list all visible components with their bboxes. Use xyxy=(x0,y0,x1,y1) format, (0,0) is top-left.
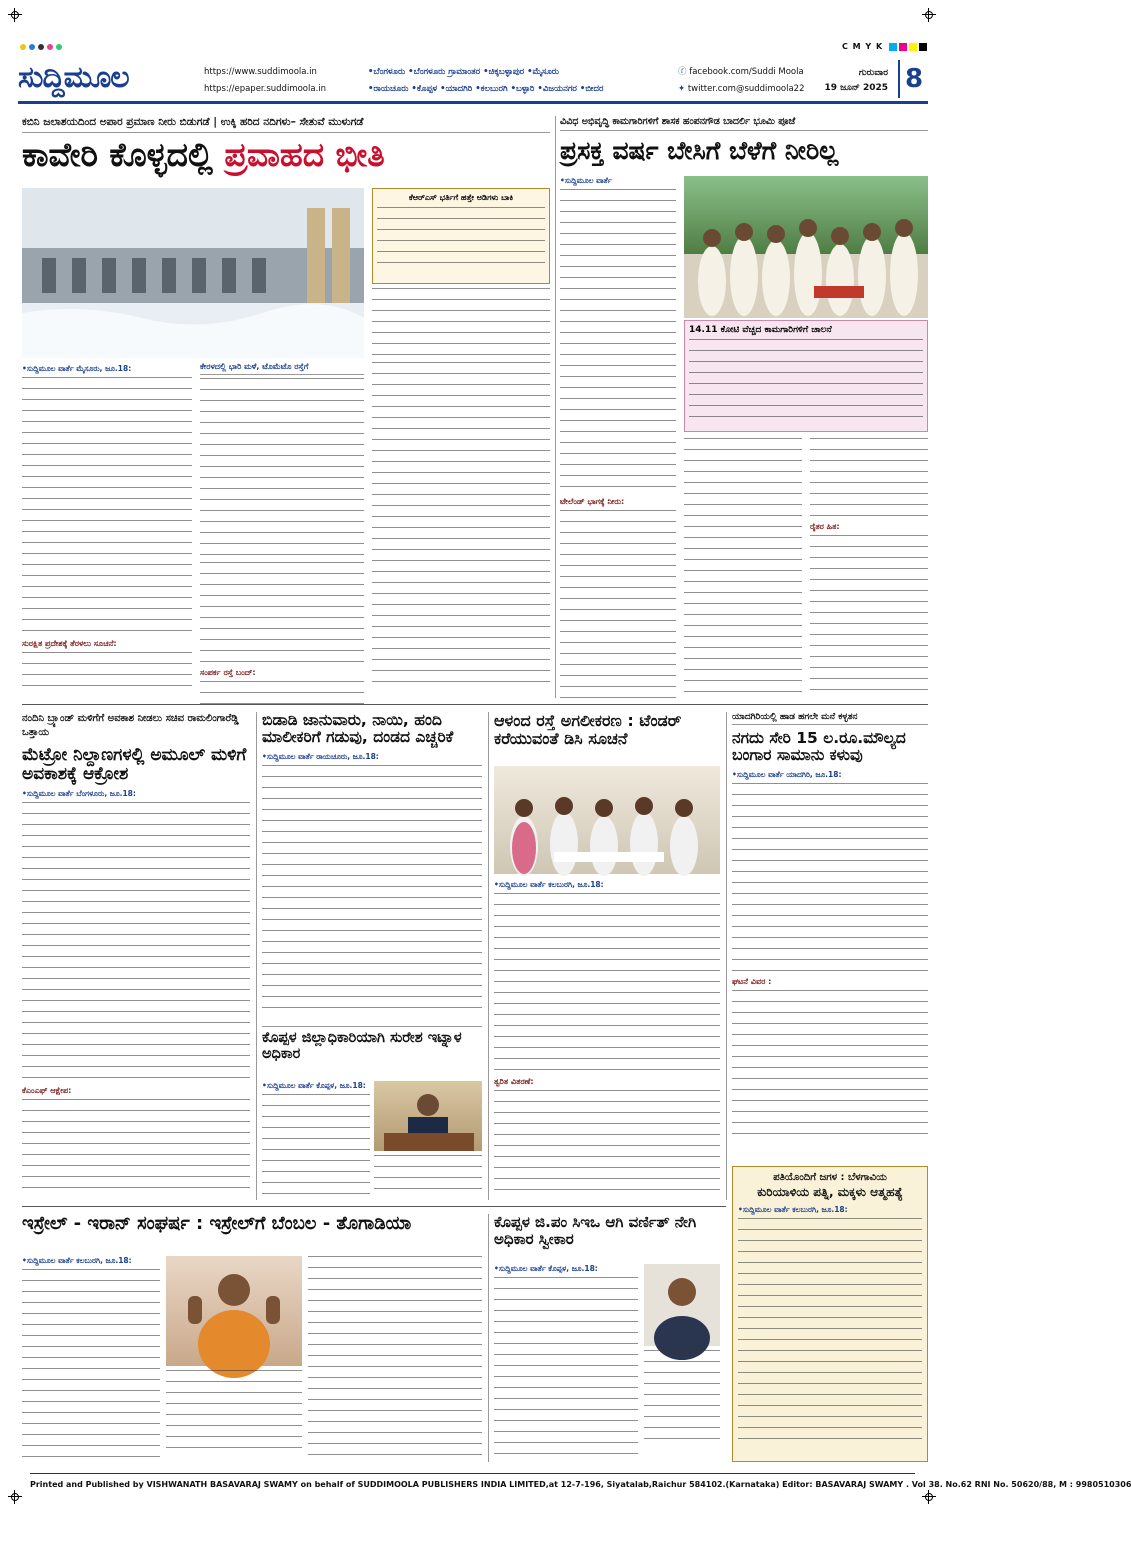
koppal-dc-story xyxy=(262,1026,482,1090)
koppal-dc-body2 xyxy=(374,1155,482,1191)
israel-byline: •ಸುದ್ದಿಮೂಲ ವಾರ್ತೆ ಕಲಬುರಗಿ, ಜೂ.18: xyxy=(22,1256,132,1265)
caption-body xyxy=(689,339,923,419)
divider-aland xyxy=(726,712,727,1200)
aland-text xyxy=(494,880,720,1196)
lead-headline-part2: ಪ್ರವಾಹದ ಭೀತಿ xyxy=(224,135,385,174)
lead-sub-link: ಸಂಪರ್ಕ ರಸ್ತೆ ಬಂದ್: xyxy=(200,668,256,677)
lead-story xyxy=(22,116,550,173)
zp-body xyxy=(494,1277,638,1457)
right-top-story xyxy=(560,116,928,165)
divider-amul xyxy=(256,712,257,1200)
officer-illustration xyxy=(374,1081,482,1151)
dam-photo xyxy=(22,188,364,358)
koppal-dc-photo xyxy=(374,1081,482,1151)
aland-headline: ಆಳಂದ ರಸ್ತೆ ಅಗಲೀಕರಣ : ಟೆಂಡರ್ ಕರೆಯುವಂತೆ ಡಿಸಿ ಸೂಚನೆ xyxy=(494,711,682,748)
aland-story xyxy=(494,712,720,747)
amul-headline: ಮೆಟ್ರೋ ನಿಲ್ದಾಣಗಳಲ್ಲಿ ಅಮೂಲ್ ಮಳಿಗೆ ಅವಕಾಶಕ್ಕೆ ಆಕ್ರೋಶ xyxy=(22,745,247,784)
zp-body2 xyxy=(644,1350,720,1446)
divider-lower xyxy=(22,1206,726,1207)
lead-col2-body3 xyxy=(200,681,364,711)
amul-kicker: ನಂದಿನಿ ಬ್ರ್ಯಾಂಡ್ ಮಳಿಗೆಗೆ ಅವಕಾಶ ನೀಡಲು ಸಚಿವ ರಾಮಲಿಂಗಾರೆಡ್ಡಿ ಒತ್ತಾಯ xyxy=(22,713,239,738)
right-top-byline: •ಸುದ್ದಿಮೂಲ ವಾರ್ತೆ xyxy=(560,176,612,185)
aland-body xyxy=(494,893,720,1073)
facebook-text: facebook.com/Suddi Moola xyxy=(689,67,804,77)
cmyk-label: C M Y K xyxy=(842,42,884,51)
lead-sub-safety: ಸುರಕ್ಷಿತ ಪ್ರದೇಶಕ್ಕೆ ತೆರಳಲು ಸೂಚನೆ: xyxy=(22,639,117,648)
koppal-dc-headline: ಕೊಪ್ಪಳ ಜಿಲ್ಲಾಧಿಕಾರಿಯಾಗಿ ಸುರೇಶ ಇಟ್ನಾಳ ಅಧಿಕಾರ xyxy=(262,1030,462,1062)
right-top-col1-body2 xyxy=(560,510,676,705)
gold-body2 xyxy=(732,990,928,1144)
lead-col1-body xyxy=(22,377,192,635)
issue-date-text: 19 ಜೂನ್ 2025 xyxy=(824,83,888,93)
gold-sub: ಘಟನೆ ವಿವರ : xyxy=(732,977,772,987)
right-top-col2-body xyxy=(684,438,802,692)
lead-sub-kerala: ಕೇರಳದಲ್ಲಿ ಭಾರಿ ಮಳೆ, ಟೊಮೆಟೊ ರಸ್ತೆಗೆ xyxy=(200,362,364,375)
aland-sub: ತ್ವರಿತ ವಿತರಣೆ: xyxy=(494,1077,534,1086)
cities-line-1: •ಬೆಂಗಳೂರು •ಬೆಂಗಳೂರು ಗ್ರಾಮಾಂತರ •ಚಿಕ್ಕಬಳ್ಳಾಪುರ •ಮೈಸೂರು xyxy=(368,67,559,77)
divider-stray xyxy=(488,712,489,1200)
divider-fold xyxy=(22,704,928,705)
zp-byline: •ಸುದ್ದಿಮೂಲ ವಾರ್ತೆ ಕೊಪ್ಪಳ, ಜೂ.18: xyxy=(494,1264,598,1273)
facebook-icon: ⓕ xyxy=(678,67,687,77)
cities-line-2: •ರಾಯಚೂರು •ಕೊಪ್ಪಳ •ಯಾದಗಿರಿ •ಕಲಬುರಗಿ •ಬಳ್ಳಾರಿ •ವಿಜಯನಗರ •ಬೀದರ xyxy=(368,84,604,94)
suicide-kicker: ಪತಿಯೊಂದಿಗೆ ಜಗಳ : ಬೆಳಗಾವಿಯ xyxy=(773,1172,887,1183)
twitter-text: twitter.com@suddimoola22 xyxy=(687,84,805,94)
israel-headline: ಇಸ್ರೇಲ್ - ಇರಾನ್ ಸಂಘರ್ಷ : ಇಸ್ರೇಲ್‌ಗೆ ಬೆಂಬಲ - ತೊಗಾಡಿಯಾ xyxy=(22,1213,412,1234)
edition-cities xyxy=(368,64,668,98)
lead-headline-part1: ಕಾವೇರಿ ಕೊಳ್ಳದಲ್ಲಿ xyxy=(22,135,225,174)
zp-story xyxy=(494,1214,720,1247)
right-top-headline: ಪ್ರಸಕ್ತ ವರ್ಷ ಬೇಸಿಗೆ ಬೆಳೆಗೆ ನೀರಿಲ್ಲ xyxy=(560,136,839,165)
issue-day: ಗುರುವಾರ xyxy=(858,68,888,78)
masthead-logo: ಸುದ್ದಿಮೂಲ xyxy=(18,60,129,95)
lead-col2 xyxy=(200,362,364,711)
amul-story xyxy=(22,712,250,1197)
registration-mark-bottom-right xyxy=(922,1490,936,1504)
stray-headline: ಬಿಡಾಡಿ ಜಾನುವಾರು, ನಾಯಿ, ಹಂದಿ ಮಾಲೀಕರಿಗೆ ಗಡುವು, ದಂಡದ ಎಚ್ಚರಿಕೆ xyxy=(262,711,454,747)
suicide-headline: ಕುರಿಯಾಳಿಯ ಪತ್ನಿ, ಮಕ್ಕಳು ಆತ್ಮಹತ್ಯೆ xyxy=(757,1185,903,1199)
lead-col2-body xyxy=(200,378,364,558)
israel-story xyxy=(22,1214,482,1234)
divider-israel xyxy=(488,1214,489,1462)
facebook-link[interactable] xyxy=(678,64,804,81)
meeting-illustration xyxy=(494,766,720,874)
lead-byline: •ಸುದ್ದಿಮೂಲ ವಾರ್ತೆ ಮೈಸೂರು, ಜೂ.18: xyxy=(22,364,132,373)
koppal-dc-col1 xyxy=(262,1081,370,1202)
israel-body2 xyxy=(166,1370,302,1456)
gold-kicker: ಯಾದಗಿರಿಯಲ್ಲಿ ಹಾಡ ಹಗಲೇ ಮನೆ ಕಳ್ಳತನ xyxy=(732,712,928,725)
right-top-kicker: ವಿವಿಧ ಅಭಿವೃದ್ಧಿ ಕಾಮಗಾರಿಗಳಿಗೆ ಶಾಸಕ ಹಂಪನಗೌಡ ಬಾದರ್ಲಿ ಭೂಮಿ ಪೂಜೆ xyxy=(560,116,928,131)
caption-box xyxy=(684,320,928,432)
registration-mark-top-right xyxy=(922,8,936,22)
zp-ceo-photo xyxy=(644,1264,720,1346)
amul-byline: •ಸುದ್ದಿಮೂಲ ವಾರ್ತೆ ಬೆಂಗಳೂರು, ಜೂ.18: xyxy=(22,789,136,799)
registration-mark-top-left xyxy=(8,8,22,22)
stray-body xyxy=(262,765,482,1009)
lead-col2-body2 xyxy=(200,562,364,664)
epaper-link[interactable]: https://epaper.suddimoola.in xyxy=(204,84,327,94)
groundbreaking-photo xyxy=(684,176,928,318)
zp-headline: ಕೊಪ್ಪಳ ಜಿ.ಪಂ ಸಿಇಒ ಆಗಿ ವರ್ಣಿತ್ ನೇಗಿ ಅಧಿಕಾರ ಸ್ವೀಕಾರ xyxy=(494,1213,697,1248)
lead-col1 xyxy=(22,364,192,694)
right-top-col1 xyxy=(560,176,676,705)
social-links xyxy=(678,64,804,98)
aland-photo xyxy=(494,766,720,874)
aland-byline: •ಸುದ್ದಿಮೂಲ ವಾರ್ತೆ ಕಲಬುರಗಿ, ಜೂ.18: xyxy=(494,880,604,889)
koppal-dc-body xyxy=(262,1094,370,1202)
israel-col1 xyxy=(22,1256,160,1459)
gold-byline: •ಸುದ್ದಿಮೂಲ ವಾರ್ತೆ ಯಾದಗಿರಿ, ಜೂ.18: xyxy=(732,770,842,780)
stray-story xyxy=(262,712,482,1009)
krs-box-title: ಕೆಆರ್‌ಎಸ್ ಭರ್ತಿಗೆ ಹತ್ತೇ ಅಡಿಗಳು ಬಾಕಿ xyxy=(408,193,514,202)
cmyk-strip xyxy=(842,42,927,51)
twitter-icon: ✦ xyxy=(678,84,686,94)
footer-imprint: Printed and Published by VISHWANATH BASAVARAJ SWAMY on behalf of SUDDIMOOLA PUBLISHERS INDIA LIMITED,at 12-7-196, Siyatalab,Raichur 584102.(Karnataka) Editor: BASAVARAJ SWAMY . Vol 38. No.62 RNI No. 50620/88, M : 9980510306 xyxy=(30,1473,915,1495)
amul-body2 xyxy=(22,1099,250,1197)
suicide-byline: •ಸುದ್ದಿಮೂಲ ವಾರ್ತೆ ಕಲಬುರಗಿ, ಜೂ.18: xyxy=(738,1205,848,1215)
website-link[interactable]: https://www.suddimoola.in xyxy=(204,67,317,77)
israel-body xyxy=(22,1269,160,1459)
suicide-body xyxy=(738,1218,922,1446)
stray-byline: •ಸುದ್ದಿಮೂಲ ವಾರ್ತೆ ರಾಯಚೂರು, ಜೂ.18: xyxy=(262,752,379,762)
suicide-story xyxy=(732,1166,928,1462)
right-top-sub-feature: ಟೇಲೆಂಡ್ ಭಾಗಕ್ಕೆ ನೀರು: xyxy=(560,497,625,506)
aland-body2 xyxy=(494,1090,720,1196)
right-top-col3 xyxy=(810,438,928,691)
krs-box-body xyxy=(377,207,545,269)
ceo-portrait-illustration xyxy=(644,1264,720,1346)
gold-headline: ನಗದು ಸೇರಿ 15 ಲ.ರೂ.ಮೌಲ್ಯದ ಬಂಗಾರ ಸಾಮಾನು ಕಳುವು xyxy=(732,729,906,765)
zp-col1 xyxy=(494,1264,638,1457)
israel-body3 xyxy=(308,1256,482,1456)
masthead-urls xyxy=(204,64,326,98)
dam-illustration xyxy=(22,188,364,358)
togadia-photo xyxy=(166,1256,302,1366)
registration-mark-bottom-left xyxy=(8,1490,22,1504)
twitter-link[interactable] xyxy=(678,81,804,98)
issue-date xyxy=(824,66,888,96)
speaker-illustration xyxy=(166,1256,302,1366)
lead-col3-body xyxy=(372,362,550,692)
color-dots xyxy=(20,44,62,50)
lead-headline xyxy=(22,137,550,173)
gold-body xyxy=(732,783,928,973)
right-top-col3-body xyxy=(810,438,928,518)
divider-lead xyxy=(555,116,556,698)
right-top-col1-body xyxy=(560,189,676,493)
right-top-col3-body2 xyxy=(810,535,928,691)
caption-title: 14.11 ಕೋಟಿ ವೆಚ್ಚದ ಕಾಮಗಾರಿಗಳಿಗೆ ಚಾಲನೆ xyxy=(689,325,832,335)
lead-col1-body2 xyxy=(22,652,192,694)
lead-kicker: ಕಬಿನಿ ಜಲಾಶಯದಿಂದ ಅಪಾರ ಪ್ರಮಾಣ ನೀರು ಬಿಡುಗಡೆ | ಉಕ್ಕಿ ಹರಿದ ನದಿಗಳು– ಸೇತುವೆ ಮುಳುಗಡೆ xyxy=(22,116,550,133)
lead-text-col3-top xyxy=(372,288,550,358)
masthead xyxy=(18,58,928,104)
amul-body xyxy=(22,802,250,1082)
amul-sub: ಕೆಎಂಎಫ್ ಆಕ್ಷೇಪ: xyxy=(22,1086,72,1096)
page-number: 8 xyxy=(898,60,928,98)
gold-story xyxy=(732,712,928,1144)
crowd-illustration xyxy=(684,176,928,318)
koppal-dc-byline: •ಸುದ್ದಿಮೂಲ ವಾರ್ತೆ ಕೊಪ್ಪಳ, ಜೂ.18: xyxy=(262,1081,366,1090)
krs-box xyxy=(372,188,550,284)
right-top-sub-farmers: ರೈತರ ಹಿತ: xyxy=(810,522,840,531)
